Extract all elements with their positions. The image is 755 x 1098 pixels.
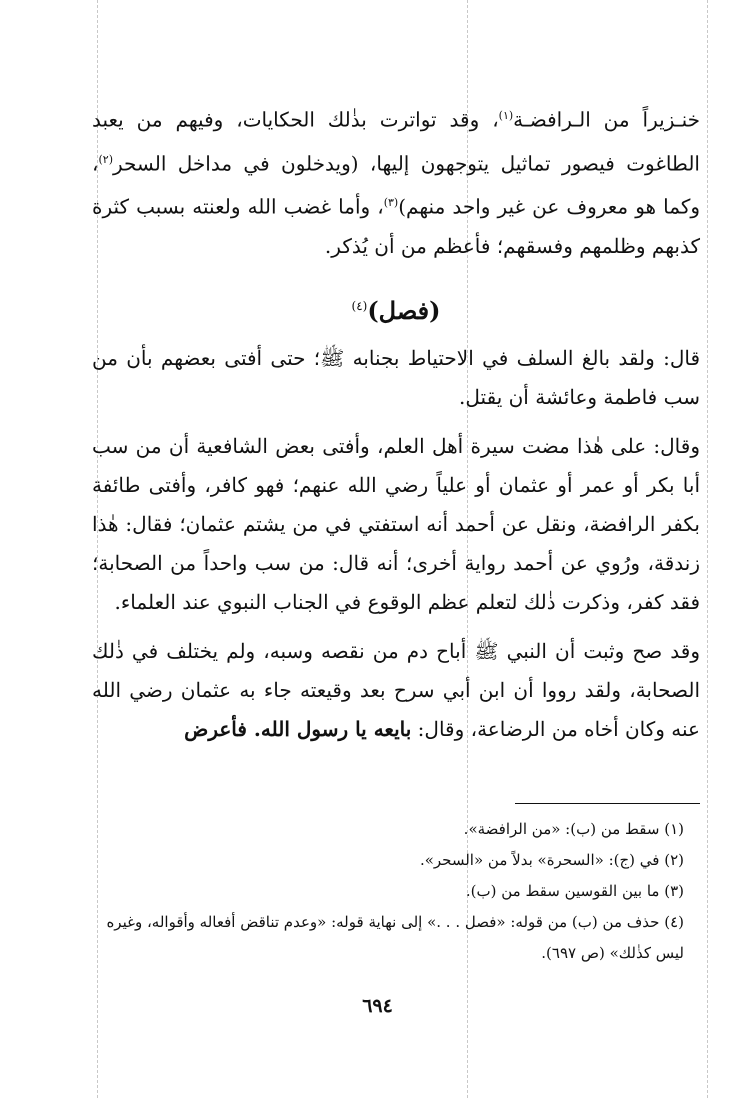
paragraph-1 [92, 96, 700, 266]
page-number: ٦٩٤ [362, 995, 393, 1017]
paragraph-1-part-a: خنـزيراً من الـرافضـة [513, 107, 700, 132]
paragraph-2: قال: ولقد بالغ السلف في الاحتياط بجنابه ﷺ؛ حتى أفتى بعضهم بأن من سب فاطمة وعائشة أن يقتل. [92, 345, 700, 409]
footnote-ref-3[interactable]: (٣) [383, 196, 399, 210]
main-text [92, 96, 700, 749]
footnotes [92, 814, 700, 969]
paragraph-1-part-b: ، وقد تواترت بذٰلك الحكايات، وفيهم من يعبد الطاغوت فيصور تماثيل يتوجهون إليها، (ويدخلون في مداخل السحر [92, 107, 700, 176]
paragraph-1-part-d: ، وأما غضب الله ولعنته بسبب كثرة كذبهم وظلمهم وفسقهم؛ فأعظم من أن يُذكر. [92, 194, 700, 258]
footnote-3: (٣) ما بين القوسين سقط من (ب). [465, 882, 684, 900]
section-heading-label: (فصل) [367, 295, 441, 325]
scan-guide-line [707, 0, 708, 1098]
footnote-ref-2[interactable]: (٢) [98, 152, 113, 166]
paragraph-3: وقال: على هٰذا مضت سيرة أهل العلم، وأفتى بعض الشافعية أن من سب أبا بكر أو عمر أو عثمان أو علياً رضي الله عنهم؛ فهو كافر، وأفتى طائفة بكفر الرافضة، ونقل عن أحمد أنه استفتي في من يشتم عثمان؛ فقال: هٰذا زندقة، ورُوي عن أحمد رواية أخرى؛ أنه قال: من سب واحداً من الصحابة؛ فقد كفر، وذكرت ذٰلك لتعلم عظم الوقوع في الجناب النبوي عند العلماء. [92, 433, 700, 614]
footnote-1: (١) سقط من (ب): «من الرافضة». [463, 820, 684, 838]
footnote-divider [515, 803, 700, 804]
paragraph-4-quote: بايعه يا رسول الله. فأعرض [184, 716, 412, 741]
footnote-2: (٢) في (ج): «السحرة» بدلاً من «السحر». [419, 851, 684, 869]
section-heading [92, 286, 700, 331]
paragraph-4-part-a: وقد صح وثبت أن النبي ﷺ أباح دم من نقصه وسبه، ولم يختلف في ذٰلك الصحابة، ولقد رووا أن ابن أبي سرح بعد وقيعته جاء به عثمان رضي الله عنه وكان أخاه من الرضاعة، وقال: [92, 638, 701, 741]
footnote-ref-4[interactable]: (٤) [351, 298, 368, 313]
footnote-4: (٤) حذف من (ب) من قوله: «فصل . . .» إلى نهاية قوله: «وعدم تناقض أفعاله وأقواله، وغيره ليس كذٰلك» (ص ٦٩٧). [106, 913, 684, 962]
paragraph-1-part-c: ، وكما هو معروف عن غير واحد منهم) [92, 151, 700, 219]
footnote-ref-1[interactable]: (١) [498, 109, 514, 122]
paragraph-4 [92, 632, 700, 749]
